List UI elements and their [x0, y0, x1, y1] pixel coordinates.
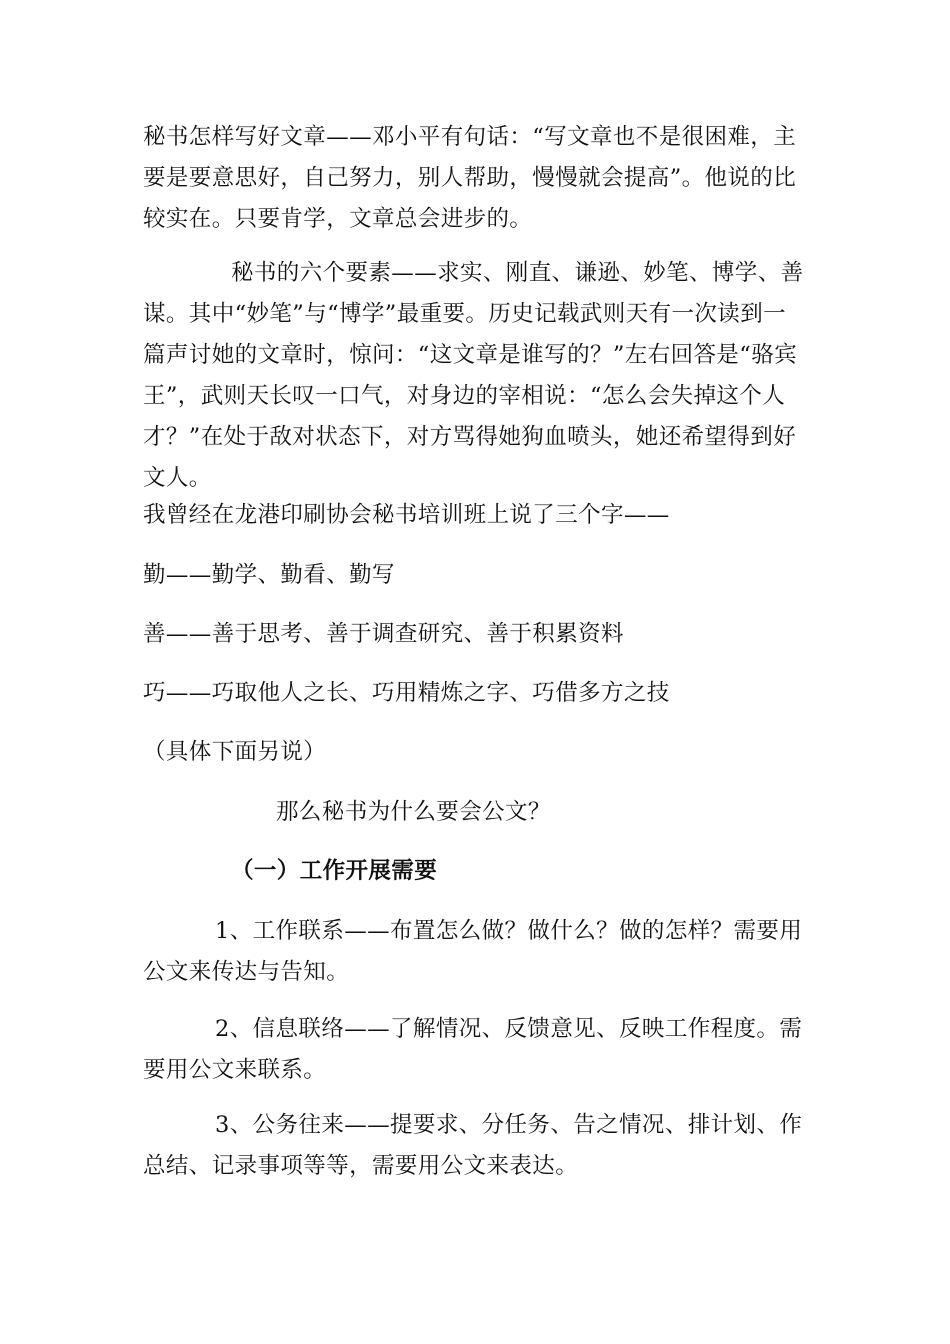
paragraph-six-elements: 秘书的六个要素——求实、刚直、谦逊、妙笔、博学、善谋。其中“妙笔”与“博学”最重要。历史记载武则天有一次读到一篇声讨她的文章时，惊问：“这文章是谁写的？”左右回答是“骆宾王”，武则天长叹一口气，对身边的宰相说：“怎么会失掉这个人才？”在处于敌对状态下，对方骂得她狗血喷头，她还希望得到好文人。 [143, 260, 804, 491]
paragraph-three-words: 我曾经在龙港印刷协会秘书培训班上说了三个字—— [143, 502, 670, 528]
paragraph-shan: 善——善于思考、善于调查研究、善于积累资料 [143, 621, 624, 647]
paragraph-question: 那么秘书为什么要会公文？ [276, 799, 551, 825]
list-item-1: 1、工作联系——布置怎么做？做什么？做的怎样？需要用公文来传达与告知。 [143, 918, 803, 985]
section-heading: （一）工作开展需要 [231, 858, 438, 884]
paragraph-qiao: 巧——巧取他人之长、巧用精炼之字、巧借多方之技 [143, 680, 670, 706]
list-item-3: 3、公务往来——提要求、分任务、告之情况、排计划、作总结、记录事项等等，需要用公文来表达。 [143, 1112, 803, 1179]
list-item-2: 2、信息联络——了解情况、反馈意见、反映工作程度。需要用公文来联系。 [143, 1016, 803, 1083]
paragraph-qin: 勤——勤学、勤看、勤写 [143, 562, 395, 588]
paragraph-intro: 秘书怎样写好文章——邓小平有句话：“写文章也不是很困难，主要是要意思好，自己努力，别人帮助，慢慢就会提高”。他说的比较实在。只要肯学，文章总会进步的。 [143, 124, 797, 232]
paragraph-note: （具体下面另说） [143, 739, 327, 765]
